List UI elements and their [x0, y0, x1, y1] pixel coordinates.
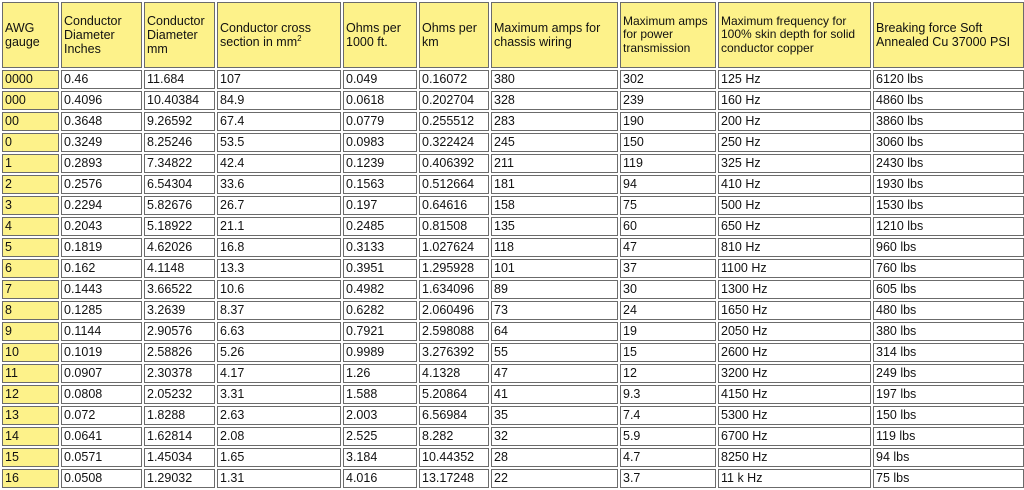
- table-body: [2, 70, 1024, 488]
- cell-diameter-mm: 1.62814: [144, 427, 215, 446]
- cell-diameter-mm: 2.58826: [144, 343, 215, 362]
- cell-ohms-per-1000ft: 0.049: [343, 70, 417, 89]
- cell-ohms-per-1000ft: 1.26: [343, 364, 417, 383]
- cell-cross-section: 1.65: [217, 448, 341, 467]
- cell-breaking-force: 1930 lbs: [873, 175, 1024, 194]
- cell-ohms-per-km: 0.512664: [419, 175, 489, 194]
- cell-diameter-inches: 0.1285: [61, 301, 142, 320]
- cell-breaking-force: 94 lbs: [873, 448, 1024, 467]
- cell-ohms-per-km: 0.255512: [419, 112, 489, 131]
- cell-max-amps-power: 9.3: [620, 385, 716, 404]
- cell-max-frequency: 3200 Hz: [718, 364, 871, 383]
- cell-max-frequency: 1300 Hz: [718, 280, 871, 299]
- cell-cross-section: 2.08: [217, 427, 341, 446]
- table-row: [2, 70, 1024, 89]
- cell-ohms-per-km: 0.406392: [419, 154, 489, 173]
- cell-awg-gauge: 3: [2, 196, 59, 215]
- cell-breaking-force: 1530 lbs: [873, 196, 1024, 215]
- cell-max-amps-chassis: 245: [491, 133, 618, 152]
- cell-ohms-per-km: 1.634096: [419, 280, 489, 299]
- header-max-amps-power: Maximum amps for power transmission: [620, 2, 716, 68]
- cell-cross-section: 4.17: [217, 364, 341, 383]
- table-row: [2, 91, 1024, 110]
- cell-max-amps-chassis: 22: [491, 469, 618, 488]
- cell-breaking-force: 3860 lbs: [873, 112, 1024, 131]
- cell-diameter-mm: 2.30378: [144, 364, 215, 383]
- cell-diameter-mm: 7.34822: [144, 154, 215, 173]
- cell-max-amps-chassis: 35: [491, 406, 618, 425]
- cell-ohms-per-km: 0.322424: [419, 133, 489, 152]
- cell-awg-gauge: 4: [2, 217, 59, 236]
- cell-max-frequency: 325 Hz: [718, 154, 871, 173]
- cell-max-frequency: 200 Hz: [718, 112, 871, 131]
- cell-ohms-per-1000ft: 0.4982: [343, 280, 417, 299]
- cell-diameter-mm: 2.90576: [144, 322, 215, 341]
- cell-ohms-per-km: 0.64616: [419, 196, 489, 215]
- cell-awg-gauge: 13: [2, 406, 59, 425]
- cell-awg-gauge: 6: [2, 259, 59, 278]
- cell-ohms-per-km: 2.598088: [419, 322, 489, 341]
- cell-cross-section: 42.4: [217, 154, 341, 173]
- cell-cross-section: 10.6: [217, 280, 341, 299]
- cell-breaking-force: 75 lbs: [873, 469, 1024, 488]
- cell-max-amps-power: 60: [620, 217, 716, 236]
- cell-cross-section: 67.4: [217, 112, 341, 131]
- cell-max-amps-power: 150: [620, 133, 716, 152]
- cell-max-amps-chassis: 41: [491, 385, 618, 404]
- table-row: [2, 280, 1024, 299]
- cell-cross-section: 1.31: [217, 469, 341, 488]
- cell-max-amps-chassis: 89: [491, 280, 618, 299]
- header-cross-section: [217, 2, 341, 68]
- cell-awg-gauge: 9: [2, 322, 59, 341]
- cell-max-frequency: 4150 Hz: [718, 385, 871, 404]
- table-row: [2, 343, 1024, 362]
- table-row: [2, 427, 1024, 446]
- cell-max-amps-power: 119: [620, 154, 716, 173]
- cell-cross-section: 3.31: [217, 385, 341, 404]
- cell-max-frequency: 500 Hz: [718, 196, 871, 215]
- cell-max-frequency: 410 Hz: [718, 175, 871, 194]
- cell-breaking-force: 3060 lbs: [873, 133, 1024, 152]
- cell-awg-gauge: 5: [2, 238, 59, 257]
- cell-max-amps-chassis: 283: [491, 112, 618, 131]
- cell-ohms-per-km: 1.027624: [419, 238, 489, 257]
- cell-diameter-inches: 0.2043: [61, 217, 142, 236]
- cell-max-amps-chassis: 47: [491, 364, 618, 383]
- cell-ohms-per-1000ft: 0.1563: [343, 175, 417, 194]
- cell-cross-section: 5.26: [217, 343, 341, 362]
- cell-breaking-force: 480 lbs: [873, 301, 1024, 320]
- cell-diameter-inches: 0.0571: [61, 448, 142, 467]
- cell-cross-section: 33.6: [217, 175, 341, 194]
- cell-max-amps-power: 15: [620, 343, 716, 362]
- cell-max-amps-power: 190: [620, 112, 716, 131]
- cell-diameter-mm: 3.2639: [144, 301, 215, 320]
- cell-awg-gauge: 10: [2, 343, 59, 362]
- cell-diameter-inches: 0.162: [61, 259, 142, 278]
- cell-ohms-per-1000ft: 0.6282: [343, 301, 417, 320]
- cell-diameter-inches: 0.4096: [61, 91, 142, 110]
- header-ohms-per-km: Ohms per km: [419, 2, 489, 68]
- cell-max-frequency: 11 k Hz: [718, 469, 871, 488]
- cell-breaking-force: 6120 lbs: [873, 70, 1024, 89]
- cell-diameter-mm: 9.26592: [144, 112, 215, 131]
- cell-max-amps-chassis: 135: [491, 217, 618, 236]
- cell-max-amps-chassis: 55: [491, 343, 618, 362]
- header-max-amps-chassis: Maximum amps for chassis wiring: [491, 2, 618, 68]
- cell-diameter-mm: 5.18922: [144, 217, 215, 236]
- cell-diameter-inches: 0.3648: [61, 112, 142, 131]
- cell-ohms-per-1000ft: 0.2485: [343, 217, 417, 236]
- cell-max-amps-power: 7.4: [620, 406, 716, 425]
- cell-ohms-per-km: 13.17248: [419, 469, 489, 488]
- table-row: [2, 448, 1024, 467]
- cell-max-frequency: 5300 Hz: [718, 406, 871, 425]
- cell-cross-section: 21.1: [217, 217, 341, 236]
- cell-max-amps-chassis: 64: [491, 322, 618, 341]
- cell-diameter-inches: 0.3249: [61, 133, 142, 152]
- cell-ohms-per-km: 0.202704: [419, 91, 489, 110]
- cell-cross-section: 6.63: [217, 322, 341, 341]
- cell-max-amps-chassis: 118: [491, 238, 618, 257]
- cell-max-frequency: 650 Hz: [718, 217, 871, 236]
- cell-diameter-mm: 1.29032: [144, 469, 215, 488]
- cell-awg-gauge: 00: [2, 112, 59, 131]
- cell-max-amps-chassis: 380: [491, 70, 618, 89]
- cell-breaking-force: 197 lbs: [873, 385, 1024, 404]
- cell-max-frequency: 6700 Hz: [718, 427, 871, 446]
- cell-max-amps-power: 5.9: [620, 427, 716, 446]
- cell-max-frequency: 8250 Hz: [718, 448, 871, 467]
- cell-awg-gauge: 1: [2, 154, 59, 173]
- cell-diameter-mm: 1.45034: [144, 448, 215, 467]
- table-row: [2, 175, 1024, 194]
- cell-diameter-inches: 0.0508: [61, 469, 142, 488]
- cell-diameter-inches: 0.0907: [61, 364, 142, 383]
- cell-cross-section: 13.3: [217, 259, 341, 278]
- cell-max-amps-chassis: 158: [491, 196, 618, 215]
- cell-max-amps-power: 12: [620, 364, 716, 383]
- cell-diameter-inches: 0.1144: [61, 322, 142, 341]
- cell-diameter-inches: 0.1443: [61, 280, 142, 299]
- header-breaking-force: Breaking force Soft Annealed Cu 37000 PSI: [873, 2, 1024, 68]
- cell-diameter-mm: 1.8288: [144, 406, 215, 425]
- cell-max-amps-chassis: 101: [491, 259, 618, 278]
- cell-diameter-mm: 6.54304: [144, 175, 215, 194]
- cell-breaking-force: 760 lbs: [873, 259, 1024, 278]
- cell-awg-gauge: 000: [2, 91, 59, 110]
- table-row: [2, 154, 1024, 173]
- cell-max-frequency: 125 Hz: [718, 70, 871, 89]
- cell-diameter-mm: 4.1148: [144, 259, 215, 278]
- cell-cross-section: 2.63: [217, 406, 341, 425]
- cell-max-frequency: 160 Hz: [718, 91, 871, 110]
- cell-cross-section: 107: [217, 70, 341, 89]
- cell-max-amps-power: 239: [620, 91, 716, 110]
- table-row: [2, 133, 1024, 152]
- cell-cross-section: 26.7: [217, 196, 341, 215]
- cell-ohms-per-km: 8.282: [419, 427, 489, 446]
- cell-ohms-per-km: 1.295928: [419, 259, 489, 278]
- cell-breaking-force: 380 lbs: [873, 322, 1024, 341]
- header-max-frequency: Maximum frequency for 100% skin depth for solid conductor copper: [718, 2, 871, 68]
- cell-cross-section: 53.5: [217, 133, 341, 152]
- cell-diameter-inches: 0.2576: [61, 175, 142, 194]
- cell-max-frequency: 1100 Hz: [718, 259, 871, 278]
- cell-cross-section: 84.9: [217, 91, 341, 110]
- cell-max-frequency: 1650 Hz: [718, 301, 871, 320]
- cell-awg-gauge: 8: [2, 301, 59, 320]
- cell-max-amps-power: 37: [620, 259, 716, 278]
- table-row: [2, 322, 1024, 341]
- cell-ohms-per-1000ft: 0.197: [343, 196, 417, 215]
- cell-diameter-mm: 10.40384: [144, 91, 215, 110]
- cell-awg-gauge: 16: [2, 469, 59, 488]
- cell-ohms-per-1000ft: 0.0983: [343, 133, 417, 152]
- cell-max-frequency: 250 Hz: [718, 133, 871, 152]
- cell-max-frequency: 2600 Hz: [718, 343, 871, 362]
- cell-breaking-force: 960 lbs: [873, 238, 1024, 257]
- cell-diameter-mm: 11.684: [144, 70, 215, 89]
- cell-awg-gauge: 11: [2, 364, 59, 383]
- header-row: [2, 2, 1024, 68]
- cell-ohms-per-km: 6.56984: [419, 406, 489, 425]
- cell-awg-gauge: 2: [2, 175, 59, 194]
- cell-max-amps-power: 302: [620, 70, 716, 89]
- cell-max-amps-chassis: 32: [491, 427, 618, 446]
- table-row: [2, 112, 1024, 131]
- table-row: [2, 469, 1024, 488]
- cell-diameter-mm: 4.62026: [144, 238, 215, 257]
- cell-awg-gauge: 15: [2, 448, 59, 467]
- cell-ohms-per-km: 0.16072: [419, 70, 489, 89]
- cell-diameter-inches: 0.1819: [61, 238, 142, 257]
- cell-breaking-force: 1210 lbs: [873, 217, 1024, 236]
- cell-ohms-per-1000ft: 0.7921: [343, 322, 417, 341]
- cell-max-amps-power: 19: [620, 322, 716, 341]
- cell-ohms-per-1000ft: 0.0618: [343, 91, 417, 110]
- cell-max-amps-power: 94: [620, 175, 716, 194]
- header-awg-gauge: AWG gauge: [2, 2, 59, 68]
- cell-max-amps-power: 75: [620, 196, 716, 215]
- cell-awg-gauge: 0000: [2, 70, 59, 89]
- header-diameter-inches: Conductor Diameter Inches: [61, 2, 142, 68]
- cell-breaking-force: 2430 lbs: [873, 154, 1024, 173]
- table-row: [2, 217, 1024, 236]
- table-row: [2, 301, 1024, 320]
- table-row: [2, 196, 1024, 215]
- cell-ohms-per-1000ft: 0.9989: [343, 343, 417, 362]
- cell-ohms-per-1000ft: 0.1239: [343, 154, 417, 173]
- table-row: [2, 364, 1024, 383]
- cell-diameter-inches: 0.2893: [61, 154, 142, 173]
- table-row: [2, 406, 1024, 425]
- cell-awg-gauge: 14: [2, 427, 59, 446]
- cell-ohms-per-1000ft: 0.0779: [343, 112, 417, 131]
- cell-max-amps-chassis: 181: [491, 175, 618, 194]
- table-row: [2, 259, 1024, 278]
- cell-max-amps-chassis: 73: [491, 301, 618, 320]
- cell-awg-gauge: 12: [2, 385, 59, 404]
- cell-ohms-per-1000ft: 3.184: [343, 448, 417, 467]
- cell-diameter-inches: 0.46: [61, 70, 142, 89]
- cell-breaking-force: 314 lbs: [873, 343, 1024, 362]
- cell-awg-gauge: 0: [2, 133, 59, 152]
- cell-max-amps-power: 4.7: [620, 448, 716, 467]
- cell-ohms-per-1000ft: 4.016: [343, 469, 417, 488]
- cell-ohms-per-1000ft: 0.3133: [343, 238, 417, 257]
- cell-ohms-per-km: 10.44352: [419, 448, 489, 467]
- cell-diameter-inches: 0.072: [61, 406, 142, 425]
- cell-cross-section: 16.8: [217, 238, 341, 257]
- cell-max-amps-power: 24: [620, 301, 716, 320]
- cell-diameter-inches: 0.1019: [61, 343, 142, 362]
- cell-ohms-per-1000ft: 2.525: [343, 427, 417, 446]
- cell-diameter-mm: 5.82676: [144, 196, 215, 215]
- cell-max-amps-power: 30: [620, 280, 716, 299]
- cell-max-frequency: 810 Hz: [718, 238, 871, 257]
- cell-awg-gauge: 7: [2, 280, 59, 299]
- cell-breaking-force: 249 lbs: [873, 364, 1024, 383]
- cell-max-amps-chassis: 211: [491, 154, 618, 173]
- cell-max-frequency: 2050 Hz: [718, 322, 871, 341]
- header-cross-section-sup: 2: [297, 33, 302, 43]
- header-ohms-per-1000ft: Ohms per 1000 ft.: [343, 2, 417, 68]
- cell-max-amps-chassis: 328: [491, 91, 618, 110]
- table-row: [2, 385, 1024, 404]
- cell-ohms-per-km: 5.20864: [419, 385, 489, 404]
- cell-ohms-per-1000ft: 1.588: [343, 385, 417, 404]
- cell-ohms-per-1000ft: 0.3951: [343, 259, 417, 278]
- cell-breaking-force: 119 lbs: [873, 427, 1024, 446]
- cell-max-amps-chassis: 28: [491, 448, 618, 467]
- cell-diameter-inches: 0.0641: [61, 427, 142, 446]
- cell-ohms-per-km: 2.060496: [419, 301, 489, 320]
- cell-ohms-per-1000ft: 2.003: [343, 406, 417, 425]
- cell-cross-section: 8.37: [217, 301, 341, 320]
- table-row: [2, 238, 1024, 257]
- cell-diameter-inches: 0.2294: [61, 196, 142, 215]
- cell-diameter-mm: 8.25246: [144, 133, 215, 152]
- cell-ohms-per-km: 0.81508: [419, 217, 489, 236]
- cell-diameter-mm: 3.66522: [144, 280, 215, 299]
- cell-breaking-force: 150 lbs: [873, 406, 1024, 425]
- cell-max-amps-power: 3.7: [620, 469, 716, 488]
- cell-breaking-force: 4860 lbs: [873, 91, 1024, 110]
- cell-ohms-per-km: 3.276392: [419, 343, 489, 362]
- cell-breaking-force: 605 lbs: [873, 280, 1024, 299]
- header-cross-section-text: Conductor cross section in mm: [220, 21, 312, 49]
- header-diameter-mm: Conductor Diameter mm: [144, 2, 215, 68]
- cell-diameter-mm: 2.05232: [144, 385, 215, 404]
- cell-ohms-per-km: 4.1328: [419, 364, 489, 383]
- cell-diameter-inches: 0.0808: [61, 385, 142, 404]
- cell-max-amps-power: 47: [620, 238, 716, 257]
